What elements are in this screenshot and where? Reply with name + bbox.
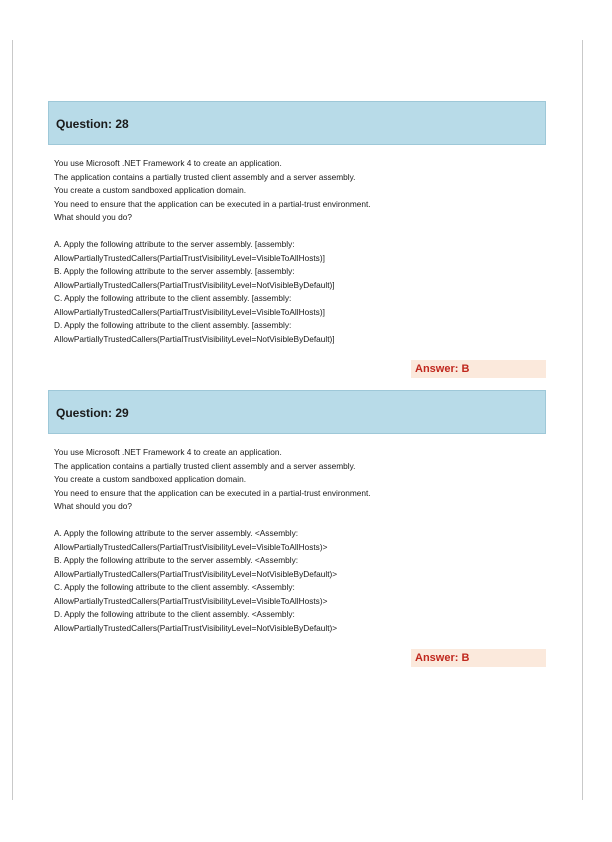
question-body: [54, 446, 544, 635]
stem-line: The application contains a partially trusted client assembly and a server assembly.: [54, 171, 356, 182]
stem-line: You use Microsoft .NET Framework 4 to create an application.: [54, 158, 282, 168]
answer-box: [411, 649, 546, 667]
stem-line: You use Microsoft .NET Framework 4 to create an application.: [54, 447, 282, 457]
answer-label: Answer: B: [415, 363, 470, 375]
option-line: AllowPartiallyTrustedCallers(PartialTrustVisibilityLevel=VisibleToAllHosts)>: [54, 595, 328, 606]
question-header: [48, 390, 546, 434]
option-line: B. Apply the following attribute to the server assembly. [assembly:: [54, 266, 295, 276]
option-line: AllowPartiallyTrustedCallers(PartialTrustVisibilityLevel=VisibleToAllHosts)]: [54, 252, 325, 263]
option-line: B. Apply the following attribute to the server assembly. <Assembly:: [54, 555, 299, 565]
stem-line: You create a custom sandboxed application domain.: [54, 185, 247, 195]
page-right-rule: [582, 40, 583, 800]
stem-line: What should you do?: [54, 501, 132, 511]
option-line: A. Apply the following attribute to the server assembly. <Assembly:: [54, 528, 299, 538]
question-header: [48, 101, 546, 145]
option-line: AllowPartiallyTrustedCallers(PartialTrustVisibilityLevel=NotVisibleByDefault)>: [54, 622, 338, 633]
option-line: AllowPartiallyTrustedCallers(PartialTrustVisibilityLevel=VisibleToAllHosts)]: [54, 306, 325, 317]
stem-line: What should you do?: [54, 212, 132, 222]
option-line: AllowPartiallyTrustedCallers(PartialTrustVisibilityLevel=NotVisibleByDefault)]: [54, 333, 335, 344]
stem-line: You need to ensure that the application can be executed in a partial-trust environment.: [54, 487, 371, 498]
option-line: D. Apply the following attribute to the client assembly. <Assembly:: [54, 609, 295, 619]
stem-line: You create a custom sandboxed application domain.: [54, 474, 247, 484]
question-title: Question: 28: [56, 117, 129, 131]
option-line: AllowPartiallyTrustedCallers(PartialTrustVisibilityLevel=NotVisibleByDefault)>: [54, 568, 338, 579]
option-line: C. Apply the following attribute to the client assembly. <Assembly:: [54, 582, 295, 592]
question-title: Question: 29: [56, 406, 129, 420]
answer-label: Answer: B: [415, 652, 470, 664]
stem-line: You need to ensure that the application can be executed in a partial-trust environment.: [54, 198, 371, 209]
spacer: [54, 225, 544, 239]
spacer: [54, 514, 544, 528]
stem-line: The application contains a partially trusted client assembly and a server assembly.: [54, 460, 356, 471]
question-body: [54, 157, 544, 346]
option-line: C. Apply the following attribute to the client assembly. [assembly:: [54, 293, 292, 303]
option-line: AllowPartiallyTrustedCallers(PartialTrustVisibilityLevel=NotVisibleByDefault)]: [54, 279, 335, 290]
answer-box: [411, 360, 546, 378]
option-line: A. Apply the following attribute to the server assembly. [assembly:: [54, 239, 295, 249]
option-line: AllowPartiallyTrustedCallers(PartialTrustVisibilityLevel=VisibleToAllHosts)>: [54, 541, 328, 552]
option-line: D. Apply the following attribute to the client assembly. [assembly:: [54, 320, 292, 330]
page-left-rule: [12, 40, 13, 800]
